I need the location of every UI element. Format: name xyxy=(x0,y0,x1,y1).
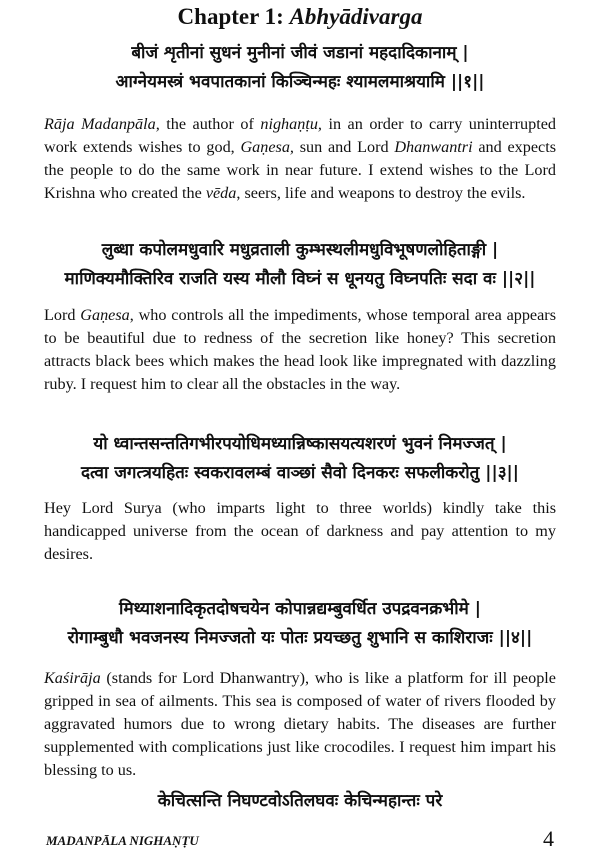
chapter-name: Abhyādivarga xyxy=(289,4,423,29)
verse-2 xyxy=(0,236,600,294)
verse-line: मिथ्याशनादिकृतदोषचयेन कोपान्नद्यम्बुवर्धित उपद्रवनक्रभीमे | xyxy=(119,599,481,619)
verse-4 xyxy=(0,595,600,653)
verse-3 xyxy=(0,430,600,488)
translation-paragraph: Kaśirāja (stands for Lord Dhanwantry), who is like a platform for ill people gripped in sea of ailments. This sea is composed of water of rivers flooded by aggravated humors due to wrong dietary habits. The diseases are further supplemented with complications just like crocodiles. I request him impart his blessing to us. xyxy=(44,669,556,779)
verse-5 xyxy=(0,787,600,816)
page-number: 4 xyxy=(543,826,554,851)
verse-line: आग्नेयमस्त्रं भवपातकानां किञ्चिन्महः श्यामलमाश्रयामि ||१|| xyxy=(115,72,485,92)
translation-paragraph: Lord Gaṇesa, who controls all the impediments, whose temporal area appears to be beautiful due to redness of the secretion like honey? This secretion attracts black bees which makes the head look like impregnated with dazzling ruby. I request him to clear all the obstacles in the way. xyxy=(44,306,556,393)
verse-line: माणिक्यमौक्तिरिव राजति यस्य मौलौ विघ्नं स धूनयतु विघ्नपतिः सदा वः ||२|| xyxy=(64,269,536,289)
translation-paragraph: Rāja Madanpāla, the author of nighaṇṭu, in an order to carry uninterrupted work extends wishes to god, Gaṇesa, sun and Lord Dhanwantri and expects the people to do the same work in near future. I extend wishes to the Lord Krishna who created the vēda, seers, life and weapons to destroy the evils. xyxy=(44,115,557,202)
verse-line: रोगाम्बुधौ भवजनस्य निमज्जतो यः पोतः प्रयच्छतु शुभानि स काशिराजः ||४|| xyxy=(67,628,533,648)
verse-1 xyxy=(0,39,600,97)
chapter-title xyxy=(0,4,600,30)
verse-line: दत्वा जगत्त्रयहितः स्वकरावलम्बं वाञ्छां सैवो दिनकरः सफलीकरोतु ||३|| xyxy=(81,463,519,483)
verse-line: यो ध्वान्तसन्ततिगभीरपयोधिमध्यान्निष्कासयत्यशरणं भुवनं निमज्जत् | xyxy=(93,434,507,454)
translation-paragraph: Hey Lord Surya (who imparts light to three worlds) kindly take this handicapped universe from the ocean of darkness and pay attention to my desires. xyxy=(44,499,556,563)
chapter-prefix: Chapter 1: xyxy=(177,4,284,29)
verse-line: बीजं शृतीनां सुधनं मुनीनां जीवं जडानां महदादिकानाम् | xyxy=(131,43,469,63)
verse-line: केचित्सन्ति निघण्टवोऽतिलघवः केचिन्महान्तः परे xyxy=(157,791,443,811)
running-footer-title: MADANPĀLA NIGHAṆṬU xyxy=(46,833,199,848)
verse-line: लुब्धा कपोलमधुवारि मधुव्रताली कुम्भस्थलीमधुविभूषणलोहिताङ्गी | xyxy=(101,240,499,260)
